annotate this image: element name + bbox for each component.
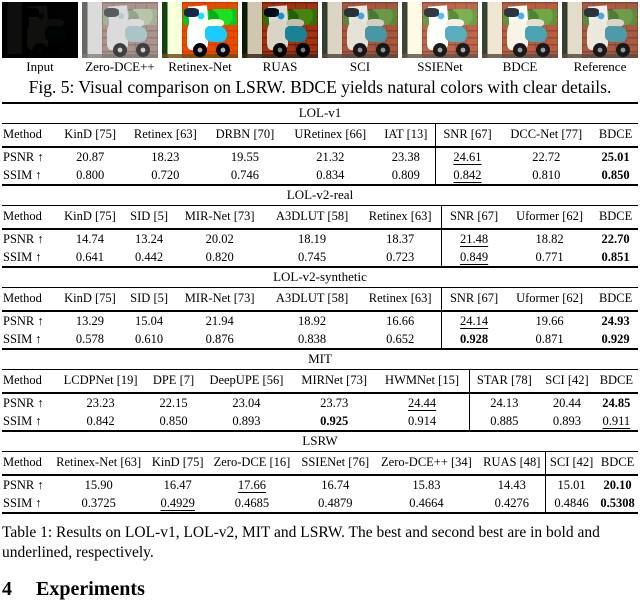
value-cell: 0.820 xyxy=(205,249,234,264)
metric-label: SSIM ↑ xyxy=(3,495,42,510)
scene-windshield xyxy=(24,8,39,17)
value-cell: 21.48 xyxy=(442,229,506,248)
scooter-teal-body xyxy=(525,26,546,43)
method-header-cell: Retinex [63] xyxy=(359,288,442,312)
scene-windshield xyxy=(104,8,119,17)
method-header-cell: SNR [67] xyxy=(442,206,506,230)
method-header-cell: DPE [7] xyxy=(147,370,200,394)
value-cell: 0.652 xyxy=(386,331,415,346)
thumbnail-reference xyxy=(562,2,638,58)
thumbnail-label: RUAS xyxy=(262,59,298,74)
value-cell: 21.94 xyxy=(205,313,234,328)
metric-label: SSIM ↑ xyxy=(3,167,42,182)
value-cell: 0.876 xyxy=(205,331,234,346)
thumbnail-label: Input xyxy=(26,59,54,74)
subtable-title: LOL-v1 xyxy=(2,103,638,124)
results-subtable-lol-v2-real xyxy=(2,184,638,266)
value-cell: 20.02 xyxy=(205,231,234,246)
metric-label: SSIM ↑ xyxy=(3,249,42,264)
value-cell: 0.842 xyxy=(86,413,115,428)
scene-windshield xyxy=(344,8,359,17)
subtable-title: MIT xyxy=(2,349,638,370)
thumbnail-label: SSIENet xyxy=(417,59,463,74)
method-header-cell: DeepUPE [56] xyxy=(200,370,293,394)
metric-row xyxy=(2,147,638,166)
scooter-teal-body xyxy=(125,26,146,43)
metric-row xyxy=(2,248,638,266)
method-header-cell: Zero-DCE++ [34] xyxy=(374,452,478,476)
method-column-header: Method xyxy=(2,288,56,312)
section-title: Experiments xyxy=(36,578,145,600)
value-cell: 0.850 xyxy=(601,167,630,182)
thumbnail-label: Retinex-Net xyxy=(168,59,232,74)
value-cell: 13.24 xyxy=(135,231,164,246)
scene-windshield xyxy=(504,8,519,17)
value-cell: 24.14 xyxy=(442,311,506,330)
scooter-teal-body xyxy=(205,26,226,43)
results-subtable-mit xyxy=(2,348,638,430)
method-header-cell: BDCE xyxy=(597,452,638,476)
method-header-cell: KinD [75] xyxy=(56,124,124,148)
value-cell: 0.641 xyxy=(75,249,104,264)
value-cell: 13.29 xyxy=(75,313,104,328)
value-cell: 24.13 xyxy=(469,393,539,412)
value-cell: 0.746 xyxy=(230,167,260,182)
value-cell: 23.73 xyxy=(320,395,349,410)
method-header-cell: IAT [13] xyxy=(377,124,435,148)
method-header-cell: RUAS [48] xyxy=(479,452,546,476)
thumbnail-label: Zero-DCE++ xyxy=(85,59,155,74)
metric-row xyxy=(2,330,638,348)
value-cell: 0.928 xyxy=(442,330,506,348)
method-header-cell: A3DLUT [58] xyxy=(265,288,359,312)
value-cell: 0.745 xyxy=(298,249,327,264)
scooter-teal-body xyxy=(445,26,466,43)
value-cell: 0.809 xyxy=(391,167,420,182)
value-cell: 0.893 xyxy=(552,413,582,428)
thumbnail-label: BDCE xyxy=(502,59,538,74)
value-cell: 0.4929 xyxy=(160,495,195,510)
method-header-cell: SCI [42] xyxy=(546,452,598,476)
subtable-title-row xyxy=(2,103,638,124)
scene-windshield xyxy=(184,8,199,17)
method-header-cell: BDCE xyxy=(593,288,638,312)
value-cell: 0.849 xyxy=(442,248,506,266)
method-header-cell: KinD [75] xyxy=(56,206,124,230)
value-cell: 16.47 xyxy=(163,477,192,492)
value-cell: 0.610 xyxy=(135,331,164,346)
value-cell: 0.893 xyxy=(232,413,261,428)
method-column-header: Method xyxy=(2,206,56,230)
method-header-cell: HWMNet [15] xyxy=(376,370,469,394)
value-cell: 0.5308 xyxy=(600,495,635,510)
subtable-title-row xyxy=(2,349,638,370)
scene-windshield xyxy=(584,8,599,17)
section-heading xyxy=(2,578,638,601)
value-cell: 0.851 xyxy=(601,249,630,264)
subtable-title: LSRW xyxy=(2,431,638,452)
scene-windshield xyxy=(424,8,439,17)
metric-label: PSNR ↑ xyxy=(3,395,44,410)
value-cell: 24.44 xyxy=(407,395,437,410)
value-cell: 24.61 xyxy=(435,147,499,166)
value-cell: 15.90 xyxy=(84,477,113,492)
value-cell: 0.4664 xyxy=(409,495,444,510)
method-header-cell: DRBN [70] xyxy=(206,124,283,148)
metric-row xyxy=(2,494,638,513)
value-cell: 0.925 xyxy=(320,413,349,428)
subtable-header-row xyxy=(2,288,638,312)
value-cell: 23.04 xyxy=(232,395,261,410)
subtable-title-row xyxy=(2,185,638,206)
metric-row xyxy=(2,412,638,430)
thumbnail-sci xyxy=(322,2,398,58)
method-header-cell: KinD [75] xyxy=(148,452,208,476)
thumbnail-bdce xyxy=(482,2,558,58)
value-cell: 0.720 xyxy=(151,167,180,182)
subtable-header-row xyxy=(2,124,638,148)
method-header-cell: URetinex [66] xyxy=(283,124,377,148)
method-column-header: Method xyxy=(2,370,54,394)
metric-row xyxy=(2,475,638,494)
value-cell: 0.871 xyxy=(535,331,564,346)
value-cell: 0.834 xyxy=(316,167,345,182)
method-header-cell: KinD [75] xyxy=(56,288,124,312)
scooter-teal-body xyxy=(605,26,626,43)
thumbnail-label: Reference xyxy=(573,59,627,74)
value-cell: 0.4685 xyxy=(234,495,270,510)
value-cell: 21.32 xyxy=(316,149,345,164)
metric-label: PSNR ↑ xyxy=(3,231,44,246)
value-cell: 18.19 xyxy=(298,231,327,246)
method-header-cell: A3DLUT [58] xyxy=(265,206,359,230)
method-header-cell: SID [5] xyxy=(124,206,174,230)
value-cell: 0.929 xyxy=(601,331,630,346)
value-cell: 15.01 xyxy=(546,475,598,494)
method-header-cell: SID [5] xyxy=(124,288,174,312)
value-cell: 25.01 xyxy=(601,149,630,164)
value-cell: 0.4879 xyxy=(318,495,353,510)
method-header-cell: Uformer [62] xyxy=(506,288,593,312)
value-cell: 19.66 xyxy=(535,313,564,328)
value-cell: 0.4846 xyxy=(546,494,598,513)
value-cell: 0.771 xyxy=(535,249,564,264)
value-cell: 19.55 xyxy=(230,149,260,164)
results-subtable-lol-v1 xyxy=(2,102,638,184)
method-header-cell: Retinex [63] xyxy=(124,124,206,148)
subtable-title: LOL-v2-synthetic xyxy=(2,267,638,288)
value-cell: 22.72 xyxy=(532,149,561,164)
metric-row xyxy=(2,229,638,248)
method-header-cell: BDCE xyxy=(595,370,638,394)
value-cell: 0.4276 xyxy=(494,495,529,510)
subtable-header-row xyxy=(2,452,638,476)
value-cell: 0.850 xyxy=(159,413,188,428)
value-cell: 0.885 xyxy=(469,412,539,430)
method-header-cell: LCDPNet [19] xyxy=(54,370,147,394)
table-caption: Table 1: Results on LOL-v1, LOL-v2, MIT and LSRW. The best and second best are in bold and underlined, respectively. xyxy=(2,524,600,561)
results-subtable-lol-v2-synthetic xyxy=(2,266,638,348)
value-cell: 0.442 xyxy=(135,249,164,264)
metric-row xyxy=(2,393,638,412)
figure-labels xyxy=(0,58,640,75)
subtable-header-row xyxy=(2,206,638,230)
method-header-cell: STAR [78] xyxy=(469,370,539,394)
value-cell: 20.10 xyxy=(603,477,632,492)
method-header-cell: Retinex-Net [63] xyxy=(50,452,148,476)
subtable-title-row xyxy=(2,431,638,452)
metric-label: SSIM ↑ xyxy=(3,331,42,346)
value-cell: 24.85 xyxy=(602,395,631,410)
method-header-cell: SCI [42] xyxy=(539,370,595,394)
value-cell: 23.38 xyxy=(391,149,420,164)
value-cell: 22.70 xyxy=(601,231,630,246)
metric-label: PSNR ↑ xyxy=(3,477,44,492)
results-subtable-lsrw xyxy=(2,430,638,514)
metric-row xyxy=(2,166,638,184)
method-header-cell: SNR [67] xyxy=(442,288,506,312)
value-cell: 0.723 xyxy=(386,249,415,264)
value-cell: 23.23 xyxy=(86,395,115,410)
subtable-title: LOL-v2-real xyxy=(2,185,638,206)
value-cell: 15.04 xyxy=(135,313,164,328)
value-cell: 14.74 xyxy=(75,231,104,246)
method-header-cell: BDCE xyxy=(593,124,638,148)
method-header-cell: BDCE xyxy=(593,206,638,230)
method-header-cell: MIR-Net [73] xyxy=(174,288,265,312)
subtable-header-row xyxy=(2,370,638,394)
value-cell: 0.578 xyxy=(75,331,104,346)
value-cell: 18.37 xyxy=(386,231,415,246)
value-cell: 24.93 xyxy=(601,313,630,328)
value-cell: 0.3725 xyxy=(81,495,116,510)
metric-label: PSNR ↑ xyxy=(3,149,44,164)
method-header-cell: Retinex [63] xyxy=(359,206,442,230)
method-column-header: Method xyxy=(2,452,50,476)
scooter-teal-body xyxy=(45,26,66,43)
value-cell: 18.82 xyxy=(535,231,564,246)
value-cell: 20.87 xyxy=(76,149,105,164)
value-cell: 18.23 xyxy=(151,149,180,164)
value-cell: 20.44 xyxy=(552,395,582,410)
value-cell: 17.66 xyxy=(237,477,267,492)
value-cell: 18.92 xyxy=(298,313,327,328)
figure-caption: Fig. 5: Visual comparison on LSRW. BDCE yields natural colors with clear details. xyxy=(28,77,612,97)
section-number: 4 xyxy=(2,578,12,600)
thumbnail-ruas xyxy=(242,2,318,58)
thumbnail-zerodcepp xyxy=(82,2,158,58)
value-cell: 0.800 xyxy=(76,167,105,182)
value-cell: 22.15 xyxy=(159,395,188,410)
figure-strip xyxy=(0,0,640,58)
method-header-cell: MIRNet [73] xyxy=(293,370,376,394)
subtable-title-row xyxy=(2,267,638,288)
method-header-cell: SSIENet [76] xyxy=(296,452,374,476)
method-header-cell: SNR [67] xyxy=(435,124,499,148)
metric-label: PSNR ↑ xyxy=(3,313,44,328)
thumbnail-label: SCI xyxy=(349,59,371,74)
value-cell: 15.83 xyxy=(412,477,441,492)
thumbnail-retinexnet xyxy=(162,2,238,58)
scene-windshield xyxy=(264,8,279,17)
method-header-cell: Uformer [62] xyxy=(506,206,593,230)
value-cell: 0.911 xyxy=(602,413,631,428)
thumbnail-input xyxy=(2,2,78,58)
value-cell: 14.43 xyxy=(497,477,526,492)
metric-row xyxy=(2,311,638,330)
method-header-cell: MIR-Net [73] xyxy=(174,206,265,230)
scooter-teal-body xyxy=(365,26,386,43)
method-column-header: Method xyxy=(2,124,56,148)
value-cell: 16.66 xyxy=(386,313,415,328)
method-header-cell: Zero-DCE [16] xyxy=(208,452,296,476)
value-cell: 0.842 xyxy=(435,166,499,184)
value-cell: 0.914 xyxy=(407,413,437,428)
method-header-cell: DCC-Net [77] xyxy=(499,124,593,148)
value-cell: 16.74 xyxy=(321,477,350,492)
value-cell: 0.838 xyxy=(298,331,327,346)
thumbnail-ssienet xyxy=(402,2,478,58)
value-cell: 0.810 xyxy=(532,167,561,182)
scooter-teal-body xyxy=(285,26,306,43)
metric-label: SSIM ↑ xyxy=(3,413,42,428)
